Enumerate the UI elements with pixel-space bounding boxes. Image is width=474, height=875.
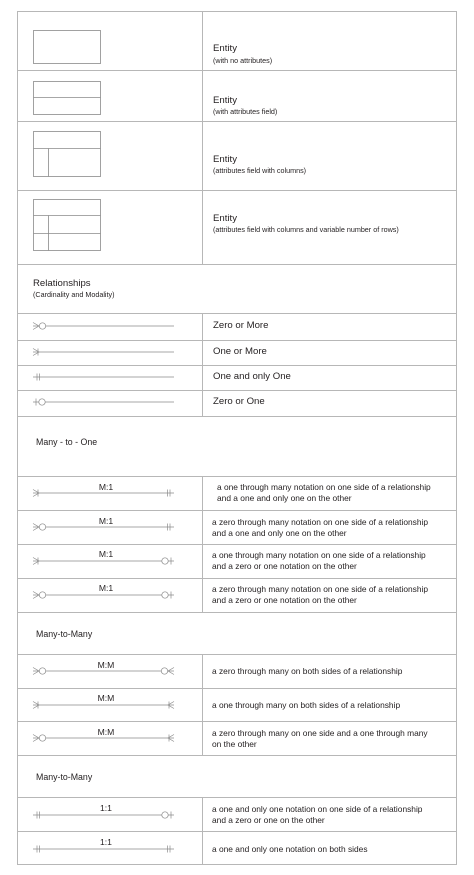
row-divider [17, 578, 457, 579]
row-divider [17, 755, 457, 756]
relationships-title: Relationships [33, 278, 91, 289]
ratio-label: M:1 [98, 583, 114, 593]
circle-mark [39, 668, 45, 674]
column-divider [202, 654, 203, 755]
entity-title: Entity [213, 95, 237, 106]
ratio-label: M:1 [98, 482, 114, 492]
description-line-1: a zero through many on both sides of a relationship [212, 666, 403, 676]
row-divider [17, 688, 457, 689]
one-or-more-icon [33, 346, 178, 358]
row-divider [17, 721, 457, 722]
row-divider [17, 544, 457, 545]
circle-mark [162, 812, 168, 818]
row-divider [17, 612, 457, 613]
relationship-label: Zero or More [213, 320, 269, 331]
circle-mark [39, 592, 45, 598]
circle-mark [161, 668, 167, 674]
row-divider [17, 264, 457, 265]
row-divider [17, 390, 457, 391]
column-divider [202, 476, 203, 612]
column-divider [202, 313, 203, 416]
row-divider [17, 416, 457, 417]
row-divider [17, 313, 457, 314]
circle-mark [39, 524, 45, 530]
description-line-1: a one through many notation on one side of a relationship [217, 482, 431, 492]
relationship-line [33, 732, 178, 744]
description-line-1: a one through many on both sides of a relationship [212, 700, 401, 710]
ratio-label: M:1 [98, 516, 114, 526]
description-line-1: a one and only one notation on one side of a relationship [212, 804, 423, 814]
description-line-1: a one through many notation on one side of a relationship [212, 550, 426, 560]
row-divider [17, 190, 457, 191]
section-title: Many - to - One [36, 437, 98, 447]
circle-mark [162, 558, 168, 564]
relationship-line [33, 555, 178, 567]
circle-mark [39, 399, 45, 405]
description-line-1: a zero through many on one side and a one through many [212, 728, 428, 738]
entity-title: Entity [213, 154, 237, 165]
row-divider [17, 340, 457, 341]
description-line-2: on the other [212, 739, 257, 749]
description-line-2: and a zero or one notation on the other [212, 595, 357, 605]
column-divider [202, 11, 203, 264]
description-line-2: and a one and only one on the other [217, 493, 352, 503]
ratio-label: M:M [97, 660, 115, 670]
ratio-label: M:M [97, 727, 115, 737]
ratio-label: M:1 [98, 549, 114, 559]
relationship-line [33, 843, 178, 855]
relationship-line [33, 665, 178, 677]
row-divider [17, 831, 457, 832]
relationships-subtitle: (Cardinality and Modality) [33, 290, 115, 299]
zero-or-more-icon [33, 320, 178, 332]
circle-mark [39, 735, 45, 741]
description-line-1: a one and only one notation on both sides [212, 844, 368, 854]
entity-no-attributes-icon [30, 28, 104, 68]
entity-attributes-field-icon [30, 79, 104, 119]
entity-attribute-columns-icon [30, 130, 104, 180]
column-divider [202, 797, 203, 865]
relationship-line [33, 487, 178, 499]
relationship-label: One or More [213, 346, 267, 357]
entity-variable-rows-icon [30, 198, 104, 254]
row-divider [17, 510, 457, 511]
row-divider [17, 797, 457, 798]
zero-or-one-icon [33, 396, 178, 408]
description-line-2: and a zero or one on the other [212, 815, 325, 825]
section-title: Many-to-Many [36, 629, 93, 639]
row-divider [17, 365, 457, 366]
relationship-line [33, 699, 178, 711]
relationship-line [33, 809, 178, 821]
description-line-2: and a one and only one on the other [212, 528, 347, 538]
entity-title: Entity [213, 213, 237, 224]
ratio-label: 1:1 [100, 837, 112, 847]
row-divider [17, 476, 457, 477]
relationship-line [33, 521, 178, 533]
relationship-label: Zero or One [213, 396, 265, 407]
description-line-2: and a zero or one notation on the other [212, 561, 357, 571]
row-divider [17, 70, 457, 71]
description-line-1: a zero through many notation on one side of a relationship [212, 584, 429, 594]
description-line-1: a zero through many notation on one side of a relationship [212, 517, 429, 527]
relationship-label: One and only One [213, 371, 291, 382]
ratio-label: M:M [97, 693, 115, 703]
ratio-label: 1:1 [100, 803, 112, 813]
section-title: Many-to-Many [36, 772, 93, 782]
entity-title: Entity [213, 43, 237, 54]
relationship-line [33, 589, 178, 601]
one-and-only-one-icon [33, 371, 178, 383]
entity-subtitle: (attributes field with columns) [213, 166, 307, 175]
row-divider [17, 654, 457, 655]
entity-subtitle: (with attributes field) [213, 107, 278, 116]
circle-mark [162, 592, 168, 598]
entity-subtitle: (with no attributes) [213, 56, 273, 65]
circle-mark [39, 323, 45, 329]
entity-subtitle: (attributes field with columns and variable number of rows) [213, 225, 399, 234]
row-divider [17, 121, 457, 122]
